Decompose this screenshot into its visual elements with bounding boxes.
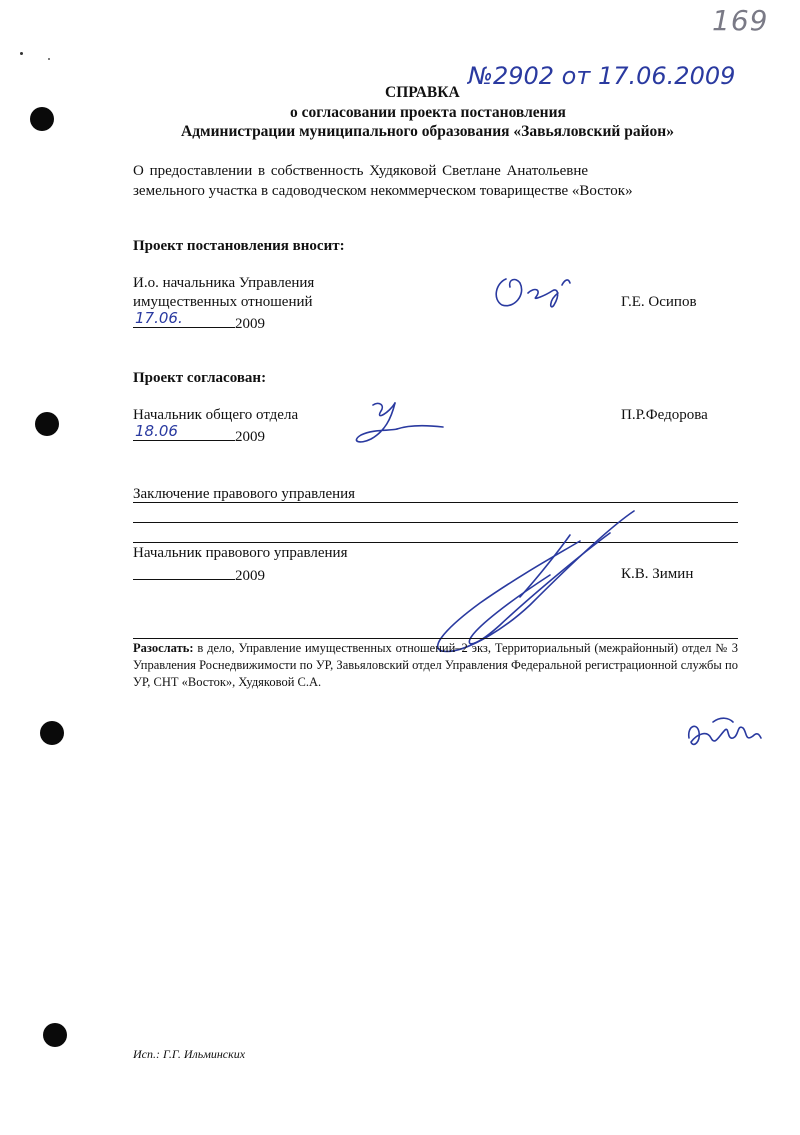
- underline: [133, 638, 738, 639]
- signatory-name: Г.Е. Осипов: [621, 294, 697, 310]
- date-line: [133, 565, 265, 585]
- scan-speck: [20, 52, 23, 55]
- date-blank: [133, 565, 235, 580]
- position-title: Начальник правового управления: [133, 545, 348, 561]
- underline: [133, 502, 738, 503]
- document-subtitle: о согласовании проекта постановления: [290, 104, 566, 121]
- signatory-name: К.В. Зимин: [621, 566, 694, 582]
- signature-osipov: [488, 265, 588, 315]
- punch-hole: [35, 412, 59, 436]
- position-title: имущественных отношений: [133, 294, 313, 310]
- year: 2009: [235, 429, 265, 445]
- position-title: Начальник общего отдела: [133, 407, 299, 423]
- signatory-name: П.Р.Федорова: [621, 407, 708, 423]
- section-heading: Проект согласован:: [133, 370, 267, 386]
- date-line: [133, 309, 265, 333]
- date-blank: [133, 422, 235, 441]
- executor-note: Исп.: Г.Г. Ильминских: [133, 1047, 246, 1061]
- signature-fedorova: [345, 395, 455, 455]
- distribution-text: в дело, Управление имущественных отношений–2 экз, Территориальный (межрайонный) отдел № 3 Управления Роснедвижимости по УР, Завьяловский отдел Управления Федеральной регистрационной службы по УР, СНТ «Восток», Худяковой С.А.: [133, 641, 738, 689]
- handwritten-date: 18.06: [135, 422, 178, 440]
- section-heading: Проект постановления вносит:: [133, 238, 345, 254]
- handwritten-initials: [683, 712, 763, 757]
- subject-line: земельного участка в садоводческом некоммерческом товариществе «Восток»: [133, 183, 633, 199]
- punch-hole: [40, 721, 64, 745]
- handwritten-date: 17.06.: [135, 309, 183, 327]
- year: 2009: [235, 568, 265, 584]
- legal-conclusion-label: Заключение правового управления: [133, 486, 356, 502]
- punch-hole: [43, 1023, 67, 1047]
- date-blank: [133, 309, 235, 328]
- year: 2009: [235, 316, 265, 332]
- handwritten-reference-number: №2902 от 17.06.2009: [468, 62, 736, 90]
- distribution-label: Разослать:: [133, 641, 194, 655]
- date-line: [133, 422, 265, 446]
- punch-hole: [30, 107, 54, 131]
- document-subtitle: Администрации муниципального образования «Завьяловский район»: [181, 123, 674, 140]
- document-title: СПРАВКА: [385, 84, 460, 101]
- scan-speck: [48, 58, 50, 60]
- page-number: 169: [712, 4, 769, 37]
- distribution-list: [133, 640, 738, 691]
- position-title: И.о. начальника Управления: [133, 275, 315, 291]
- subject-line: О предоставлении в собственность Худяковой Светлане Анатольевне: [133, 163, 589, 179]
